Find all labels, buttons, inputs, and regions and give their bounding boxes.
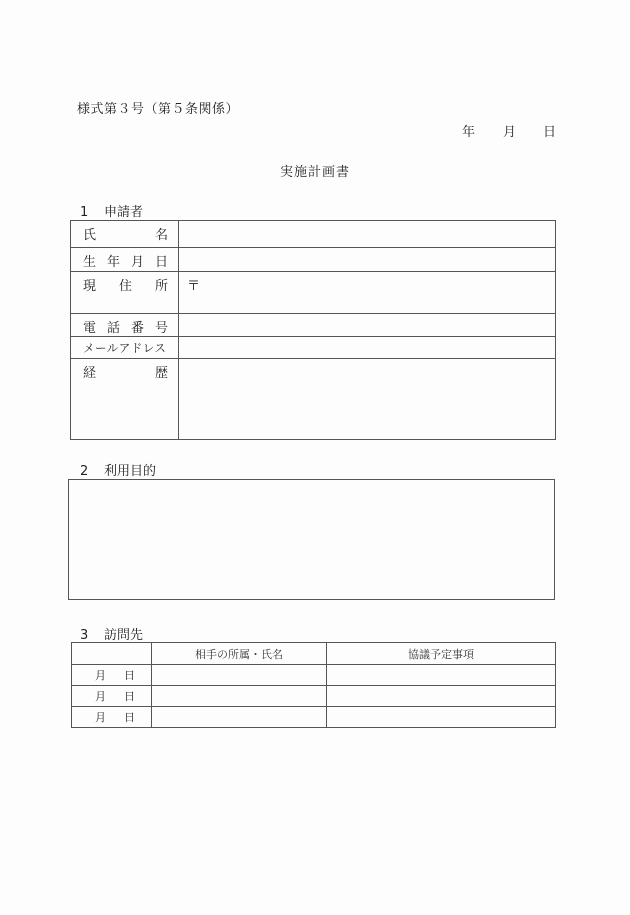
visit-date[interactable]: 月 日	[72, 665, 152, 686]
address-label: 現 住 所	[71, 272, 179, 314]
section1-title: 申請者	[104, 205, 144, 220]
form-number: 様式第３号（第５条関係）	[77, 102, 240, 117]
header-date	[72, 643, 152, 665]
section3-heading	[80, 624, 143, 643]
name-field[interactable]	[179, 221, 556, 248]
visit-row	[72, 686, 556, 707]
document-title: 実施計画書	[279, 165, 350, 180]
visit-affiliation-field[interactable]	[152, 707, 327, 728]
career-field[interactable]	[179, 359, 556, 440]
visit-row	[72, 707, 556, 728]
visit-header-row	[72, 643, 556, 665]
visit-date[interactable]: 月 日	[72, 707, 152, 728]
section3-title: 訪問先	[104, 628, 144, 643]
birthdate-label: 生 年 月 日	[71, 248, 179, 272]
applicant-table	[70, 220, 556, 440]
visit-agenda-field[interactable]	[327, 686, 556, 707]
visit-affiliation-field[interactable]	[152, 686, 327, 707]
date-day-label: 日	[543, 125, 557, 140]
section2-title: 利用目的	[104, 464, 157, 479]
section2-number: 2	[80, 464, 89, 479]
phone-field[interactable]	[179, 314, 556, 337]
visit-agenda-field[interactable]	[327, 665, 556, 686]
name-label: 氏 名	[71, 221, 179, 248]
section1-heading	[80, 201, 143, 220]
visit-affiliation-field[interactable]	[152, 665, 327, 686]
row-email	[71, 337, 556, 359]
row-birthdate	[71, 248, 556, 272]
row-phone	[71, 314, 556, 337]
visit-table	[71, 642, 556, 728]
header-agenda: 協議予定事項	[327, 643, 556, 665]
date-month-label: 月	[503, 125, 517, 140]
section1-number: 1	[80, 205, 89, 220]
section3-number: 3	[80, 628, 89, 643]
header-affiliation: 相手の所属・氏名	[152, 643, 327, 665]
email-label: メールアドレス	[71, 337, 179, 359]
address-field[interactable]: 〒	[179, 272, 556, 314]
date-year-label: 年	[462, 125, 476, 140]
purpose-field[interactable]	[68, 479, 555, 600]
phone-label: 電 話 番 号	[71, 314, 179, 337]
visit-row	[72, 665, 556, 686]
visit-agenda-field[interactable]	[327, 707, 556, 728]
row-career	[71, 359, 556, 440]
birthdate-field[interactable]	[179, 248, 556, 272]
email-field[interactable]	[179, 337, 556, 359]
career-label: 経 歴	[71, 359, 179, 440]
visit-date[interactable]: 月 日	[72, 686, 152, 707]
section2-heading	[80, 460, 156, 479]
row-name	[71, 221, 556, 248]
row-address	[71, 272, 556, 314]
